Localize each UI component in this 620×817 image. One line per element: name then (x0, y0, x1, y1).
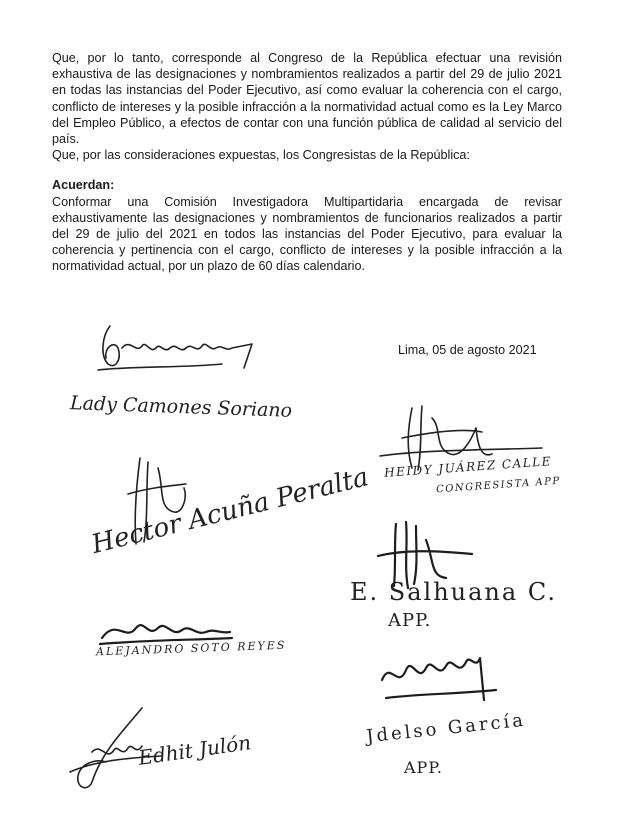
resolution-text: Conformar una Comisión Investigadora Multipartidaria encargada de revisar exhaustivamente las designaciones y nombramientos de funcionarios realizados a partir del 29 de julio del 2021 en todos las instancias del Poder Ejecutivo, para evaluar la coherencia y pertinencia con el cargo, conflicto de intereses y la posible infracción a la normatividad actual, por un plazo de 60 días calendario. (52, 194, 562, 274)
signature-camones-scribble (92, 318, 292, 378)
signature-name-acuna: Hector Acuña Peralta (88, 462, 372, 560)
document-body (52, 50, 562, 275)
signature-name-garcia: Jdelso García (365, 709, 527, 748)
signature-garcia (376, 640, 506, 710)
signature-camones (92, 318, 292, 378)
place-date: Lima, 05 de agosto 2021 (398, 343, 537, 357)
signature-name-camones: Lady Camones Soriano (69, 392, 293, 422)
paragraph-justification: Que, por lo tanto, corresponde al Congreso de la República efectuar una revisión exhaustiva de las designaciones y nombramientos realizados a partir del 29 de julio 2021 en todas las instancias del Poder Ejecutivo, así como evaluar la coherencia con el cargo, conflicto de intereses y la posible infracción a la normatividad actual como es la Ley Marco del Empleo Público, a efectos de contar con una función pública de calidad al servicio del país. (52, 51, 562, 147)
paragraph-considerations: Que, por las consideraciones expuestas, los Congresistas de la República: (52, 148, 470, 163)
signature-party-salhuana: APP. (388, 610, 432, 631)
signature-name-julon: Edhit Julón (136, 730, 253, 770)
resolution-heading: Acuerdan: (52, 178, 115, 193)
signature-name-juarez: HEIDY JUÁREZ CALLE (383, 454, 553, 480)
signature-name-salhuana: E. Salhuana C. (350, 578, 557, 606)
signature-role-juarez: CONGRESISTA APP (435, 475, 562, 496)
signature-name-soto: ALEJANDRO SOTO REYES (95, 638, 287, 659)
signature-party-garcia: APP. (404, 758, 443, 777)
signature-garcia-scribble (376, 640, 506, 710)
